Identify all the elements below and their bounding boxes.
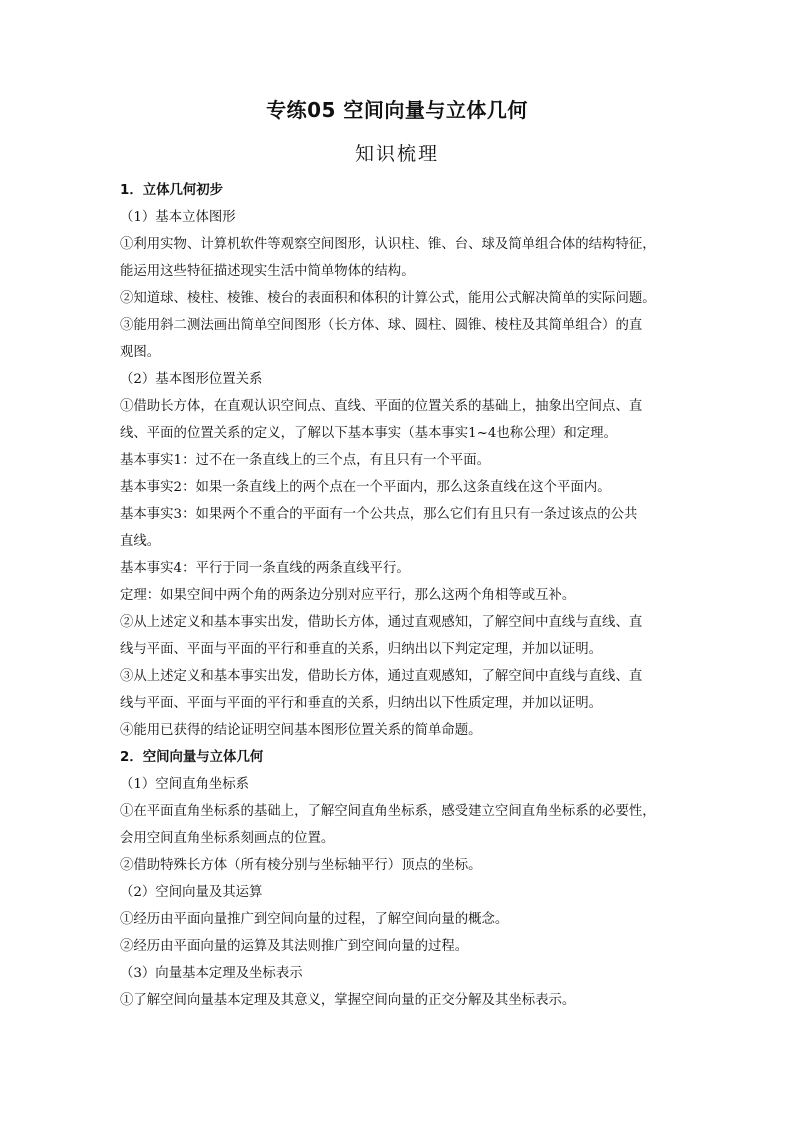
text-line: 线与平面、平面与平面的平行和垂直的关系，归纳出以下性质定理，并加以证明。 xyxy=(120,696,603,711)
text-line: ①经历由平面向量推广到空间向量的过程，了解空间向量的概念。 xyxy=(120,912,509,927)
text-line: ③能用斜二测法画出简单空间图形（长方体、球、圆柱、圆锥、棱柱及其简单组合）的直 xyxy=(120,318,643,333)
text-line: （1）空间直角坐标系 xyxy=(120,777,250,792)
text-line: ②经历由平面向量的运算及其法则推广到空间向量的过程。 xyxy=(120,939,469,954)
text-line: 基本事实2：如果一条直线上的两个点在一个平面内，那么这条直线在这个平面内。 xyxy=(120,480,611,495)
text-line: （1）基本立体图形 xyxy=(120,210,236,225)
text-line: ②从上述定义和基本事实出发，借助长方体，通过直观感知，了解空间中直线与直线、直 xyxy=(120,615,643,630)
document-body xyxy=(120,177,690,1014)
text-line: ③从上述定义和基本事实出发，借助长方体，通过直观感知，了解空间中直线与直线、直 xyxy=(120,669,643,684)
text-line: 线、平面的位置关系的定义，了解以下基本事实（基本事实1~4也称公理）和定理。 xyxy=(120,426,617,441)
text-line: ②知道球、棱柱、棱锥、棱台的表面积和体积的计算公式，能用公式解决简单的实际问题。 xyxy=(120,291,656,306)
section-heading: 2．空间向量与立体几何 xyxy=(120,750,264,765)
text-line: （2）基本图形位置关系 xyxy=(120,372,263,387)
text-line: 基本事实3：如果两个不重合的平面有一个公共点，那么它们有且只有一条过该点的公共 xyxy=(120,507,638,522)
text-line: 线与平面、平面与平面的平行和垂直的关系，归纳出以下判定定理，并加以证明。 xyxy=(120,642,603,657)
text-line: ①了解空间向量基本定理及其意义，掌握空间向量的正交分解及其坐标表示。 xyxy=(120,993,576,1008)
text-line: ①利用实物、计算机软件等观察空间图形，认识柱、锥、台、球及简单组合体的结构特征， xyxy=(120,237,656,252)
text-line: 会用空间直角坐标系刻画点的位置。 xyxy=(120,831,335,846)
document-subtitle: 知识梳理 xyxy=(354,143,439,165)
document-title: 专练05 空间向量与立体几何 xyxy=(266,98,528,122)
text-line: ②借助特殊长方体（所有棱分别与坐标轴平行）顶点的坐标。 xyxy=(120,858,482,873)
text-line: ①借助长方体，在直观认识空间点、直线、平面的位置关系的基础上，抽象出空间点、直 xyxy=(120,399,643,414)
text-line: 定理：如果空间中两个角的两条边分别对应平行，那么这两个角相等或互补。 xyxy=(120,588,576,603)
text-line: ①在平面直角坐标系的基础上，了解空间直角坐标系，感受建立空间直角坐标系的必要性， xyxy=(120,804,656,819)
text-line: （3）向量基本定理及坐标表示 xyxy=(120,966,303,981)
text-line: 基本事实1：过不在一条直线上的三个点，有且只有一个平面。 xyxy=(120,453,491,468)
text-line: 直线。 xyxy=(120,534,161,549)
text-line: （2）空间向量及其运算 xyxy=(120,885,263,900)
section-heading: 1．立体几何初步 xyxy=(120,183,224,198)
text-line: ④能用已获得的结论证明空间基本图形位置关系的简单命题。 xyxy=(120,723,482,738)
text-line: 能运用这些特征描述现实生活中简单物体的结构。 xyxy=(120,264,415,279)
text-line: 基本事实4：平行于同一条直线的两条直线平行。 xyxy=(120,561,410,576)
text-line: 观图。 xyxy=(120,345,161,360)
